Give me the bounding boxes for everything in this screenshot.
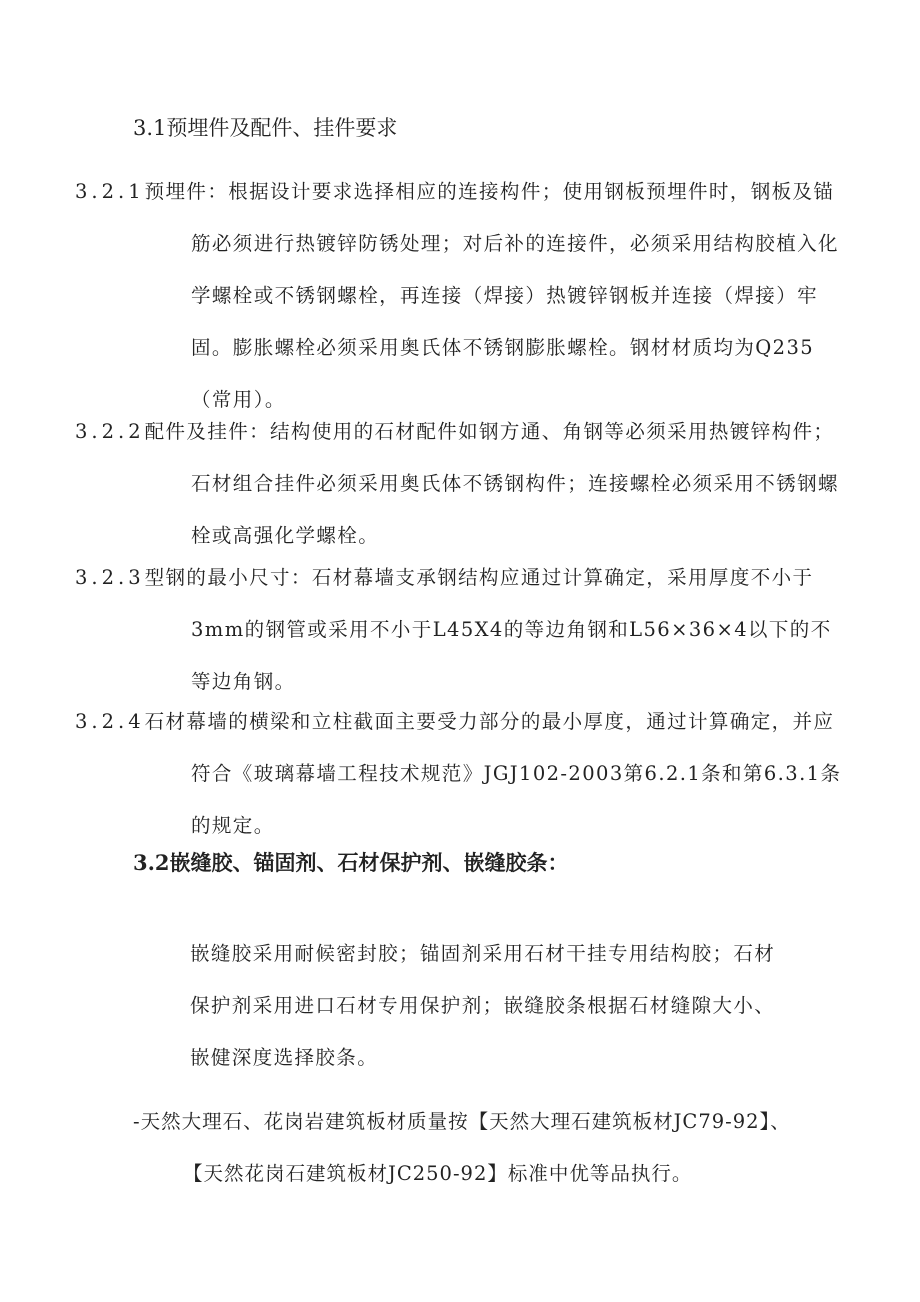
section-heading-3-2: 3.2嵌缝胶、锚固剂、石材保护剂、嵌缝胶条：	[133, 850, 569, 875]
clause-3-2-4	[75, 696, 851, 852]
section-heading-3-1: 3.1预埋件及配件、挂件要求	[133, 116, 398, 140]
clause-3-2-3	[75, 552, 851, 708]
clause-number: 3.2.2	[75, 420, 145, 443]
clause-number: 3.2.4	[75, 710, 145, 733]
stone-standard-note: -天然大理石、花岗岩建筑板材质量按【天然大理石建筑板材JC79-92】、【天然花岗石建筑板材JC250-92】标准中优等品执行。	[133, 1110, 791, 1185]
clause-text: 配件及挂件：结构使用的石材配件如钢方通、角钢等必须采用热镀锌构件；石材组合挂件必须采用奥氏体不锈钢构件；连接螺栓必须采用不锈钢螺栓或高强化学螺栓。	[144, 420, 839, 547]
sealant-paragraph: 嵌缝胶采用耐候密封胶；锚固剂采用石材干挂专用结构胶；石材保护剂采用进口石材专用保护剂；嵌缝胶条根据石材缝隙大小、嵌健深度选择胶条。	[190, 942, 776, 1069]
clause-text: 型钢的最小尺寸：石材幕墙支承钢结构应通过计算确定，采用厚度不小于3mm的钢管或采用不小于L45X4的等边角钢和L56×36×4以下的不等边角钢。	[144, 566, 832, 693]
clause-number: 3.2.3	[75, 566, 145, 589]
clause-number: 3.2.1	[75, 180, 145, 203]
clause-3-2-2	[75, 406, 851, 562]
clause-3-2-1	[75, 166, 851, 426]
clause-text: 石材幕墙的横梁和立柱截面主要受力部分的最小厚度，通过计算确定，并应符合《玻璃幕墙工程技术规范》JGJ102-2003第6.2.1条和第6.3.1条的规定。	[144, 710, 842, 837]
clause-text: 预埋件：根据设计要求选择相应的连接构件；使用钢板预埋件时，钢板及锚筋必须进行热镀锌防锈处理；对后补的连接件，必须采用结构胶植入化学螺栓或不锈钢螺栓，再连接（焊接）热镀锌钢板并连接（焊接）牢固。膨胀螺栓必须采用奥氏体不锈钢膨胀螺栓。钢材材质均为Q235（常用）。	[144, 180, 839, 411]
